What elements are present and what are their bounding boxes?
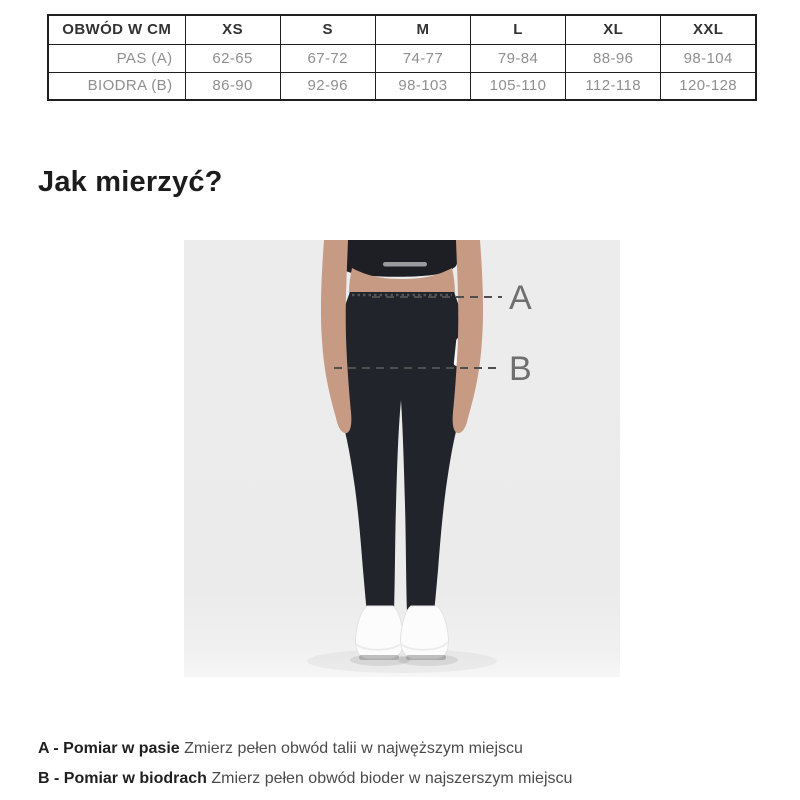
sneaker-right [401, 606, 449, 659]
sneaker-left [356, 606, 404, 659]
legend-line-waist [38, 734, 572, 764]
legend-key-waist: A - Pomiar w pasie [38, 740, 180, 757]
waist-value-xxl: 98-104 [661, 44, 756, 72]
size-table-section [47, 14, 757, 101]
legend-key-hips: B - Pomiar w biodrach [38, 770, 207, 787]
legend-text-waist: Zmierz pełen obwód talii w najwęższym miejscu [184, 740, 523, 757]
row-label-waist: PAS (A) [48, 44, 185, 72]
how-to-measure-photo [184, 240, 620, 677]
marker-a-label: A [509, 279, 532, 317]
hips-value-xl: 112-118 [566, 72, 661, 100]
row-label-hips: BIODRA (B) [48, 72, 185, 100]
size-table-header-l: L [470, 15, 565, 44]
size-table-header-xs: XS [185, 15, 280, 44]
waist-value-m: 74-77 [375, 44, 470, 72]
hips-value-m: 98-103 [375, 72, 470, 100]
hips-value-xxl: 120-128 [661, 72, 756, 100]
leggings [329, 292, 472, 612]
hips-value-l: 105-110 [470, 72, 565, 100]
size-table [47, 14, 757, 101]
sneaker-left-sole [359, 655, 399, 660]
sneaker-right-sole [406, 655, 446, 660]
hips-value-s: 92-96 [280, 72, 375, 100]
waist-value-xs: 62-65 [185, 44, 280, 72]
size-table-header-s: S [280, 15, 375, 44]
page-title: Jak mierzyć? [38, 166, 223, 198]
legend-line-hips [38, 764, 572, 794]
model-illustration [184, 240, 620, 677]
table-row-waist [48, 44, 756, 72]
waist-value-l: 79-84 [470, 44, 565, 72]
table-row-hips [48, 72, 756, 100]
legend-text-hips: Zmierz pełen obwód bioder w najszerszym miejscu [211, 770, 573, 787]
size-table-header-xxl: XXL [661, 15, 756, 44]
hips-value-xs: 86-90 [185, 72, 280, 100]
waist-value-xl: 88-96 [566, 44, 661, 72]
size-table-header-row [48, 15, 756, 44]
size-table-header-xl: XL [566, 15, 661, 44]
size-table-header-m: M [375, 15, 470, 44]
measurement-legend [38, 734, 572, 794]
waist-value-s: 67-72 [280, 44, 375, 72]
size-table-header-circumference: OBWÓD W CM [48, 15, 185, 44]
marker-b-label: B [509, 350, 532, 388]
bra-brand-logo-mark [383, 262, 427, 267]
